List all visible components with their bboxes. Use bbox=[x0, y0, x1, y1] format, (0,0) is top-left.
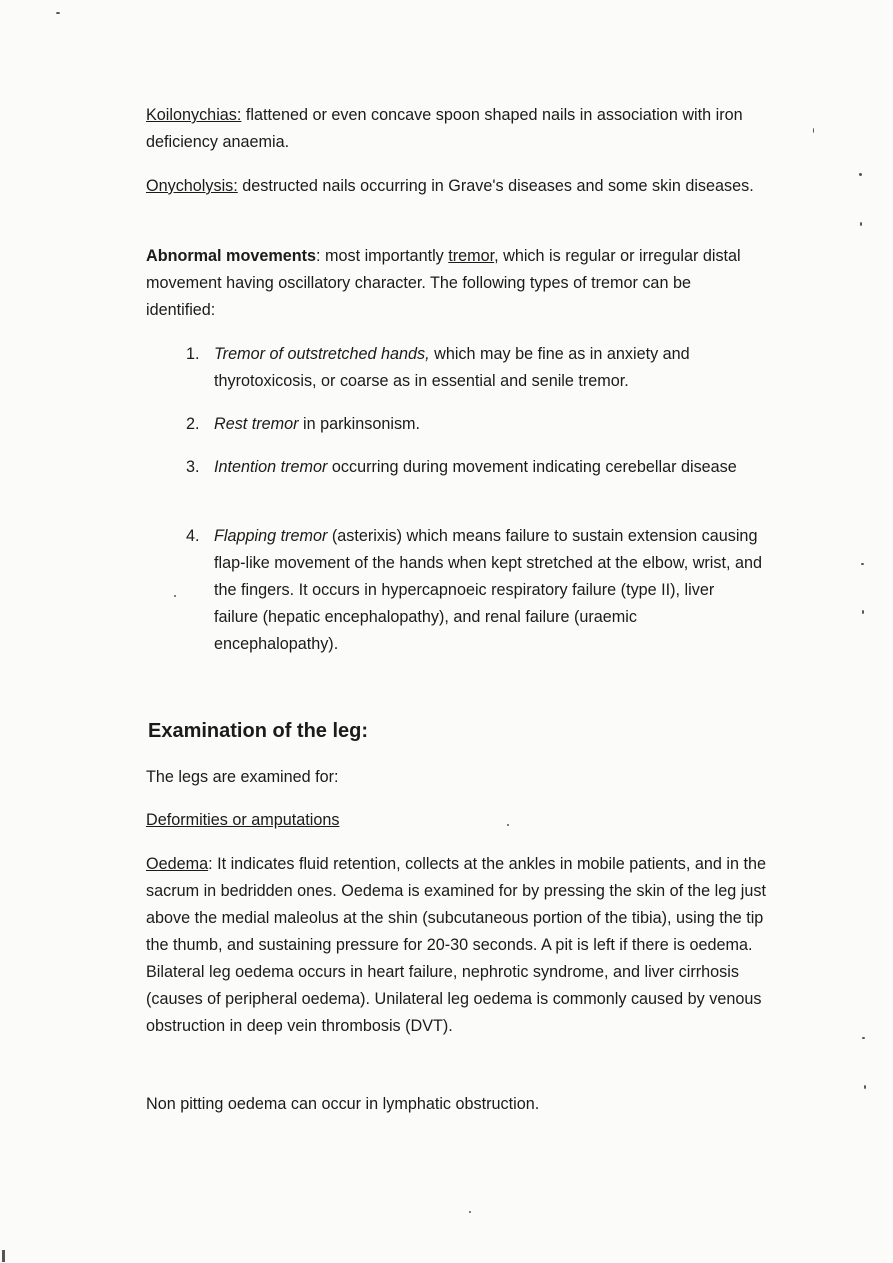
list-item-text: (asterixis) which means failure to sustain extension causing flap-like movement of the hands when kept stretched at the elbow, wrist, and the fingers. It occurs in hypercapnoeic respiratory failure (type II), liver failure (hepatic encephalopathy), and renal failure (uraemic encephalopathy). bbox=[214, 527, 762, 653]
scan-speck bbox=[859, 173, 862, 176]
list-item-body bbox=[214, 454, 762, 481]
scan-speck bbox=[864, 1085, 866, 1089]
list-item-body bbox=[214, 523, 762, 658]
list-item-term: Tremor of outstretched hands, bbox=[214, 345, 430, 363]
scan-speck bbox=[813, 128, 814, 133]
list-item-term: Rest tremor bbox=[214, 415, 299, 433]
oedema-term: Oedema bbox=[146, 855, 209, 873]
tremor-word: tremor bbox=[448, 247, 495, 265]
deformities-paragraph bbox=[146, 807, 776, 834]
abnormal-movements-text-b: , which is regular or irregular distal movement having oscillatory character. The following types of tremor can be identified: bbox=[146, 247, 741, 319]
koilonychias-text: flattened or even concave spoon shaped nails in association with iron deficiency anaemia. bbox=[146, 106, 743, 151]
onycholysis-paragraph bbox=[146, 173, 776, 200]
scan-speck bbox=[56, 12, 60, 14]
koilonychias-paragraph bbox=[146, 102, 776, 156]
abnormal-movements-term: Abnormal movements bbox=[146, 247, 317, 265]
scan-speck bbox=[860, 222, 862, 226]
scan-speck bbox=[507, 824, 509, 826]
list-item-text: occurring during movement indicating cerebellar disease bbox=[327, 458, 737, 476]
scan-speck bbox=[861, 563, 864, 565]
leg-section-heading: Examination of the leg: bbox=[148, 720, 369, 742]
list-item-term: Intention tremor bbox=[214, 458, 328, 476]
list-item-number: 2. bbox=[186, 415, 200, 433]
deformities-term: Deformities or amputations bbox=[146, 811, 340, 829]
oedema-text: : It indicates fluid retention, collects at the ankles in mobile patients, and in the sacrum in bedridden ones. Oedema is examined for by pressing the skin of the leg just above the medial maleolus at the shin (subcutaneous portion of the tibia), using the tip the thumb, and sustaining pressure for 20-30 seconds. A pit is left if there is oedema. Bilateral leg oedema occurs in heart failure, nephrotic syndrome, and liver cirrhosis (causes of peripheral oedema). Unilateral leg oedema is commonly caused by venous obstruction in deep vein thrombosis (DVT). bbox=[146, 855, 766, 1035]
list-item-body bbox=[214, 411, 762, 438]
list-item-term: Flapping tremor bbox=[214, 527, 328, 545]
abnormal-movements-text-a: : most importantly bbox=[316, 247, 449, 265]
oedema-paragraph bbox=[146, 851, 778, 1040]
leg-intro: The legs are examined for: bbox=[146, 768, 339, 786]
list-item-text: which may be fine as in anxiety and thyrotoxicosis, or coarse as in essential and senile tremor. bbox=[214, 345, 690, 390]
list-item-number: 1. bbox=[186, 345, 200, 363]
scan-speck bbox=[862, 610, 864, 614]
scan-speck bbox=[2, 1250, 5, 1262]
scan-speck bbox=[469, 1211, 471, 1213]
koilonychias-term: Koilonychias: bbox=[146, 106, 242, 124]
scan-speck bbox=[862, 1037, 865, 1039]
list-item-number: 4. bbox=[186, 527, 200, 545]
onycholysis-term: Onycholysis: bbox=[146, 177, 238, 195]
list-item-text: in parkinsonism. bbox=[298, 415, 421, 433]
onycholysis-text: destructed nails occurring in Grave's diseases and some skin diseases. bbox=[237, 177, 754, 195]
list-item-number: 3. bbox=[186, 458, 200, 476]
list-item-body bbox=[214, 341, 762, 395]
scan-speck bbox=[174, 595, 176, 597]
abnormal-movements-paragraph bbox=[146, 243, 758, 324]
non-pitting-paragraph: Non pitting oedema can occur in lymphatic obstruction. bbox=[146, 1095, 540, 1113]
